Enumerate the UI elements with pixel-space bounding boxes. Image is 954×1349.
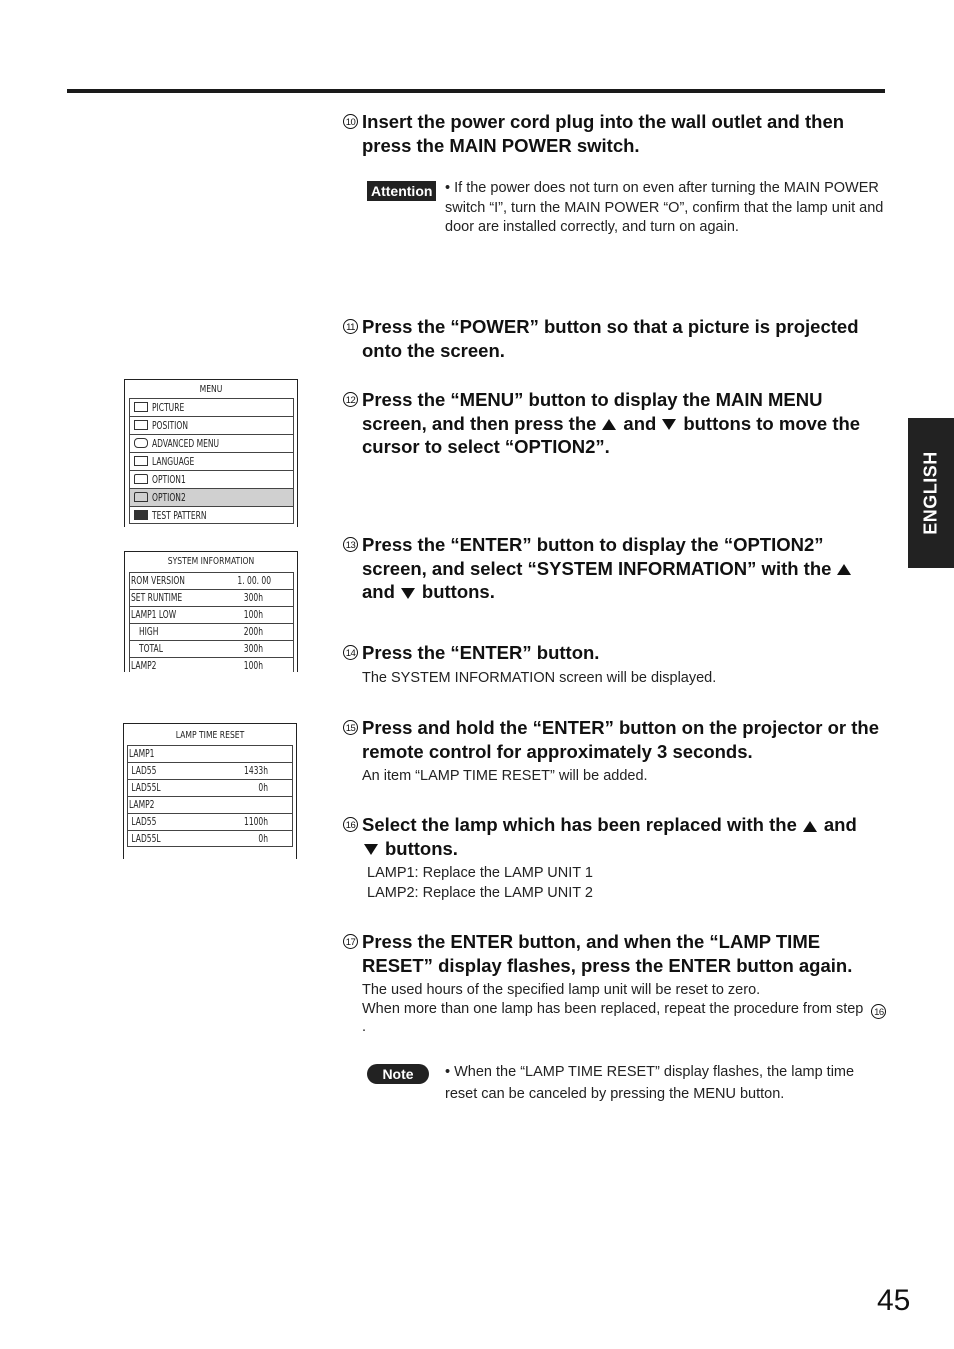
step-14: [341, 641, 886, 688]
language-tab: [908, 418, 954, 568]
step-12: [341, 388, 886, 459]
info-row-lamp2: LAMP2 100h: [129, 657, 294, 672]
down-arrow-icon: [401, 588, 415, 599]
osd-lamp-time-reset: [123, 723, 297, 859]
step-10: [341, 110, 886, 157]
language-label: ENGLISH: [920, 451, 941, 535]
up-arrow-icon: [803, 821, 817, 832]
step-title: Press the “POWER” button so that a picture is projected onto the screen.: [362, 316, 859, 361]
info-row-lamp1-low: LAMP1 LOW 100h: [129, 606, 294, 623]
step-description-2: LAMP2: Replace the LAMP UNIT 2: [367, 885, 593, 901]
info-row-rom-version: ROM VERSION 1. 00. 00: [129, 572, 294, 589]
step-number: 14: [343, 645, 358, 660]
header-rule: [67, 89, 885, 93]
language-icon: [134, 456, 148, 466]
step-description-1: The used hours of the specified lamp unit will be reset to zero.: [362, 982, 761, 998]
step-13: [341, 533, 886, 604]
advanced-menu-icon: [134, 438, 148, 448]
step-title: Press the ENTER button, and when the “LAMP TIME RESET” display flashes, press the ENTER button again.: [362, 931, 853, 976]
step-title-part3: buttons.: [421, 581, 495, 602]
step-15: [341, 716, 886, 786]
step-number: 13: [343, 537, 358, 552]
menu-item-language[interactable]: LANGUAGE: [129, 452, 294, 470]
up-arrow-icon: [837, 564, 851, 575]
step-number: 10: [343, 114, 358, 129]
lamp-row-lamp1[interactable]: LAMP1: [127, 745, 293, 762]
menu-item-advanced-menu[interactable]: ADVANCED MENU: [129, 434, 294, 452]
step-16: [341, 813, 886, 903]
step-description-1: LAMP1: Replace the LAMP UNIT 1: [367, 865, 593, 881]
step-title: Press and hold the “ENTER” button on the projector or the remote control for approximately 3 seconds.: [362, 717, 879, 762]
step-description-text: When more than one lamp has been replaced, repeat the procedure from step: [362, 1001, 864, 1017]
step-number: 11: [343, 319, 358, 334]
step-title: Insert the power cord plug into the wall outlet and then press the MAIN POWER switch.: [362, 111, 845, 156]
step-title-part1: Press the “MENU” button to display the MAIN MENU screen, and then press the: [362, 389, 823, 434]
position-icon: [134, 420, 148, 430]
menu-item-option2[interactable]: OPTION2: [129, 488, 294, 506]
menu-item-picture[interactable]: PICTURE: [129, 398, 294, 416]
lamp-row-lad55[interactable]: LAD55 1100h: [127, 813, 293, 830]
menu-item-position[interactable]: POSITION: [129, 416, 294, 434]
step-reference-number: 16: [871, 1004, 886, 1019]
down-arrow-icon: [364, 844, 378, 855]
step-title-part3: buttons to move the cursor to select “OPTION2”.: [362, 412, 861, 457]
step-number: 17: [343, 934, 358, 949]
step-description-end: .: [362, 1019, 367, 1035]
step-title-part2: and: [823, 814, 857, 835]
lamp-row-lad55[interactable]: LAD55 1433h: [127, 762, 293, 779]
step-title-part1: Select the lamp which has been replaced with the: [362, 814, 797, 835]
osd-main-menu: [124, 379, 298, 527]
osd-title: LAMP TIME RESET: [175, 730, 245, 741]
info-row-high: HIGH 200h: [129, 623, 294, 640]
step-title-part2: and: [623, 412, 657, 434]
step-description: An item “LAMP TIME RESET” will be added.: [362, 768, 648, 784]
step-title-part2: and: [362, 581, 395, 602]
info-row-set-runtime: SET RUNTIME 300h: [129, 589, 294, 606]
menu-item-option1[interactable]: OPTION1: [129, 470, 294, 488]
page-number: 45: [877, 1284, 911, 1317]
lamp-row-lamp2[interactable]: LAMP2: [127, 796, 293, 813]
step-number: 15: [343, 720, 358, 735]
option1-icon: [134, 474, 148, 484]
note-badge: Note: [367, 1064, 429, 1084]
menu-item-test-pattern[interactable]: TEST PATTERN: [129, 506, 294, 524]
lamp-row-lad55l[interactable]: LAD55L 0h: [127, 779, 293, 796]
lamp-row-lad55l[interactable]: LAD55L 0h: [127, 830, 293, 847]
attention-badge: Attention: [367, 181, 436, 201]
picture-icon: [134, 402, 148, 412]
step-number: 12: [343, 392, 358, 407]
up-arrow-icon: [602, 419, 616, 430]
step-number: 16: [343, 817, 358, 832]
step-title: Press the “ENTER” button.: [362, 642, 600, 663]
test-pattern-icon: [134, 510, 148, 520]
step-11: [341, 315, 886, 362]
step-title-part1: Press the “ENTER” button to display the “OPTION2” screen, and select “SYSTEM INFORMATION” with the: [362, 534, 832, 579]
attention-text: • If the power does not turn on even after turning the MAIN POWER switch “I”, turn the MAIN POWER “O”, confirm that the lamp unit and door are installed correctly, and turn on again.: [445, 180, 884, 235]
osd-title: MENU: [199, 384, 223, 395]
note-text: • When the “LAMP TIME RESET” display flashes, the lamp time reset can be canceled by pressing the MENU button.: [445, 1064, 855, 1102]
step-description-2: [341, 1000, 886, 1036]
step-title-part3: buttons.: [385, 837, 458, 859]
info-row-total: TOTAL 300h: [129, 640, 294, 657]
osd-title: SYSTEM INFORMATION: [167, 556, 255, 567]
step-17: [341, 930, 886, 1036]
down-arrow-icon: [662, 419, 676, 430]
step-description: The SYSTEM INFORMATION screen will be displayed.: [362, 669, 717, 686]
option2-icon: [134, 492, 148, 502]
osd-system-information: [124, 551, 298, 672]
